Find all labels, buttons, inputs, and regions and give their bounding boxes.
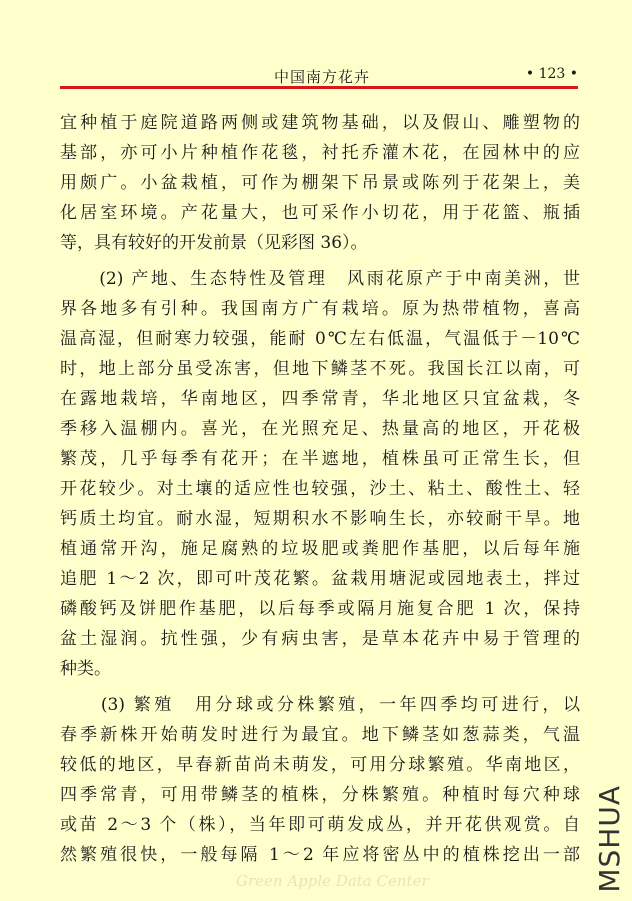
text-line: 基部，亦可小片种植作花毯，衬托乔灌木花，在园林中的应 <box>60 143 580 163</box>
text-line: 宜种植于庭院道路两侧或建筑物基础，以及假山、雕塑物的 <box>60 113 580 133</box>
page-header <box>60 66 580 86</box>
text-line: 繁茂，几乎每季有花开；在半遮地，植株虽可正常生长，但 <box>60 449 580 469</box>
body-text <box>60 108 580 870</box>
text-line: 界各地多有引种。我国南方广有栽培。原为热带植物，喜高 <box>60 299 580 319</box>
text-line: 较低的地区，早春新苗尚未萌发，可用分球繁殖。华南地区， <box>60 755 580 775</box>
page-number: • 123 • <box>525 66 578 82</box>
text-line: 钙质土均宜。耐水湿，短期积水不影响生长，亦较耐干旱。地 <box>60 509 580 529</box>
text-line: 植通常开沟，施足腐熟的垃圾肥或粪肥作基肥，以后每年施 <box>60 539 580 559</box>
text-line: 磷酸钙及饼肥作基肥，以后每季或隔月施复合肥 1 次，保持 <box>60 599 580 619</box>
text-line: 然繁殖很快，一般每隔 1～2 年应将密丛中的植株挖出一部 <box>60 845 580 865</box>
bottom-watermark: Green Apple Data Center <box>236 872 429 890</box>
text-line: (2) 产地、生态特性及管理 风雨花原产于中南美洲，世 <box>60 269 580 289</box>
text-line: 化居室环境。产花量大，也可采作小切花，用于花篮、瓶插 <box>60 203 580 223</box>
text-line: 季移入温棚内。喜光，在光照充足、热量高的地区，开花极 <box>60 419 580 439</box>
text-line: 春季新株开始萌发时进行为最宜。地下鳞茎如葱蒜类，气温 <box>60 725 580 745</box>
side-watermark: MSHUA <box>593 785 626 893</box>
text-line: 四季常青，可用带鳞茎的植株，分株繁殖。种植时每穴种球 <box>60 785 580 805</box>
text-line: 等，具有较好的开发前景（见彩图 36）。 <box>60 233 368 253</box>
text-line: 盆土湿润。抗性强，少有病虫害，是草本花卉中易于管理的 <box>60 629 580 649</box>
text-line: (3) 繁殖 用分球或分株繁殖，一年四季均可进行，以 <box>60 695 580 715</box>
text-line: 追肥 1～2 次，即可叶茂花繁。盆栽用塘泥或园地表土，拌过 <box>60 569 580 589</box>
text-line: 或苗 2～3 个（株），当年即可萌发成丛，并开花供观赏。自 <box>60 815 580 835</box>
text-line: 用颇广。小盆栽植，可作为棚架下吊景或陈列于花架上，美 <box>60 173 580 193</box>
text-line: 温高湿，但耐寒力较强，能耐 0℃左右低温，气温低于－10℃ <box>60 329 580 349</box>
header-rule <box>60 86 578 89</box>
running-title: 中国南方花卉 <box>274 68 371 86</box>
text-line: 时，地上部分虽受冻害，但地下鳞茎不死。我国长江以南，可 <box>60 359 580 379</box>
text-line: 开花较少。对土壤的适应性也较强，沙土、粘土、酸性土、轻 <box>60 479 580 499</box>
text-line: 种类。 <box>60 659 111 679</box>
text-line: 在露地栽培，华南地区，四季常青，华北地区只宜盆栽，冬 <box>60 389 580 409</box>
